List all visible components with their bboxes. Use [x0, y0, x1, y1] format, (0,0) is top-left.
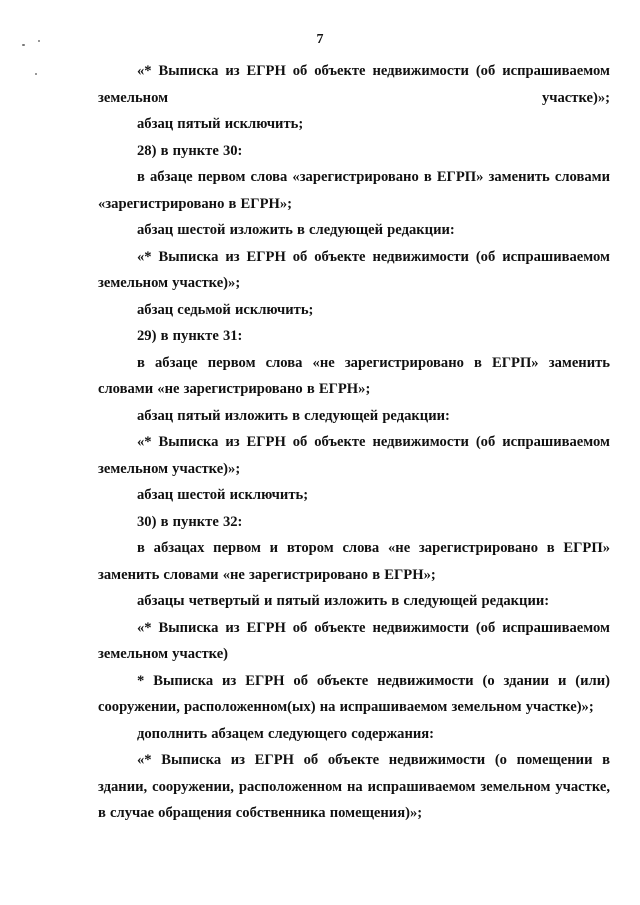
paragraph: «* Выписка из ЕГРН об объекте недвижимости (об испрашиваемом земельном участке)»;: [98, 434, 610, 477]
paragraph: абзац пятый изложить в следующей редакции:: [137, 407, 450, 424]
document-body: [98, 58, 610, 827]
paragraph: «* Выписка из ЕГРН об объекте недвижимости (о помещении в здании, сооружении, расположенном на испрашиваемом земельном участке, в случае обращения собственника помещения)»;: [98, 752, 610, 821]
paragraph: абзац пятый исключить;: [137, 116, 304, 132]
paragraph: абзац шестой исключить;: [137, 487, 309, 503]
paragraph: 28) в пункте 30:: [137, 142, 243, 159]
paragraph: абзацы четвертый и пятый изложить в следующей редакции:: [137, 593, 550, 609]
scan-speck: [35, 73, 37, 75]
paragraph: 29) в пункте 31:: [137, 328, 243, 344]
paragraph: 30) в пункте 32:: [137, 513, 243, 530]
page-number: 7: [316, 32, 324, 47]
paragraph: в абзаце первом слова «зарегистрировано в ЕГРП» заменить словами «зарегистрировано в ЕГРН»;: [98, 169, 610, 212]
paragraph: дополнить абзацем следующего содержания:: [137, 725, 435, 742]
paragraph: * Выписка из ЕГРН об объекте недвижимости (о здании и (или) сооружении, расположенном(ых) на испрашиваемом земельном участке)»;: [98, 672, 610, 715]
paragraph: в абзаце первом слова «не зарегистрировано в ЕГРП» заменить словами «не зарегистрировано в ЕГРН»;: [98, 354, 610, 397]
paragraph: абзац седьмой исключить;: [137, 301, 314, 318]
paragraph: «* Выписка из ЕГРН об объекте недвижимости (об испрашиваемом земельном участке)»;: [98, 63, 610, 106]
paragraph: «* Выписка из ЕГРН об объекте недвижимости (об испрашиваемом земельном участке): [98, 619, 610, 662]
paragraph: «* Выписка из ЕГРН об объекте недвижимости (об испрашиваемом земельном участке)»;: [98, 248, 610, 291]
paragraph: в абзацах первом и втором слова «не зарегистрировано в ЕГРП» заменить словами «не зарегистрировано в ЕГРН»;: [98, 540, 610, 583]
paragraph: абзац шестой изложить в следующей редакции:: [137, 222, 455, 238]
